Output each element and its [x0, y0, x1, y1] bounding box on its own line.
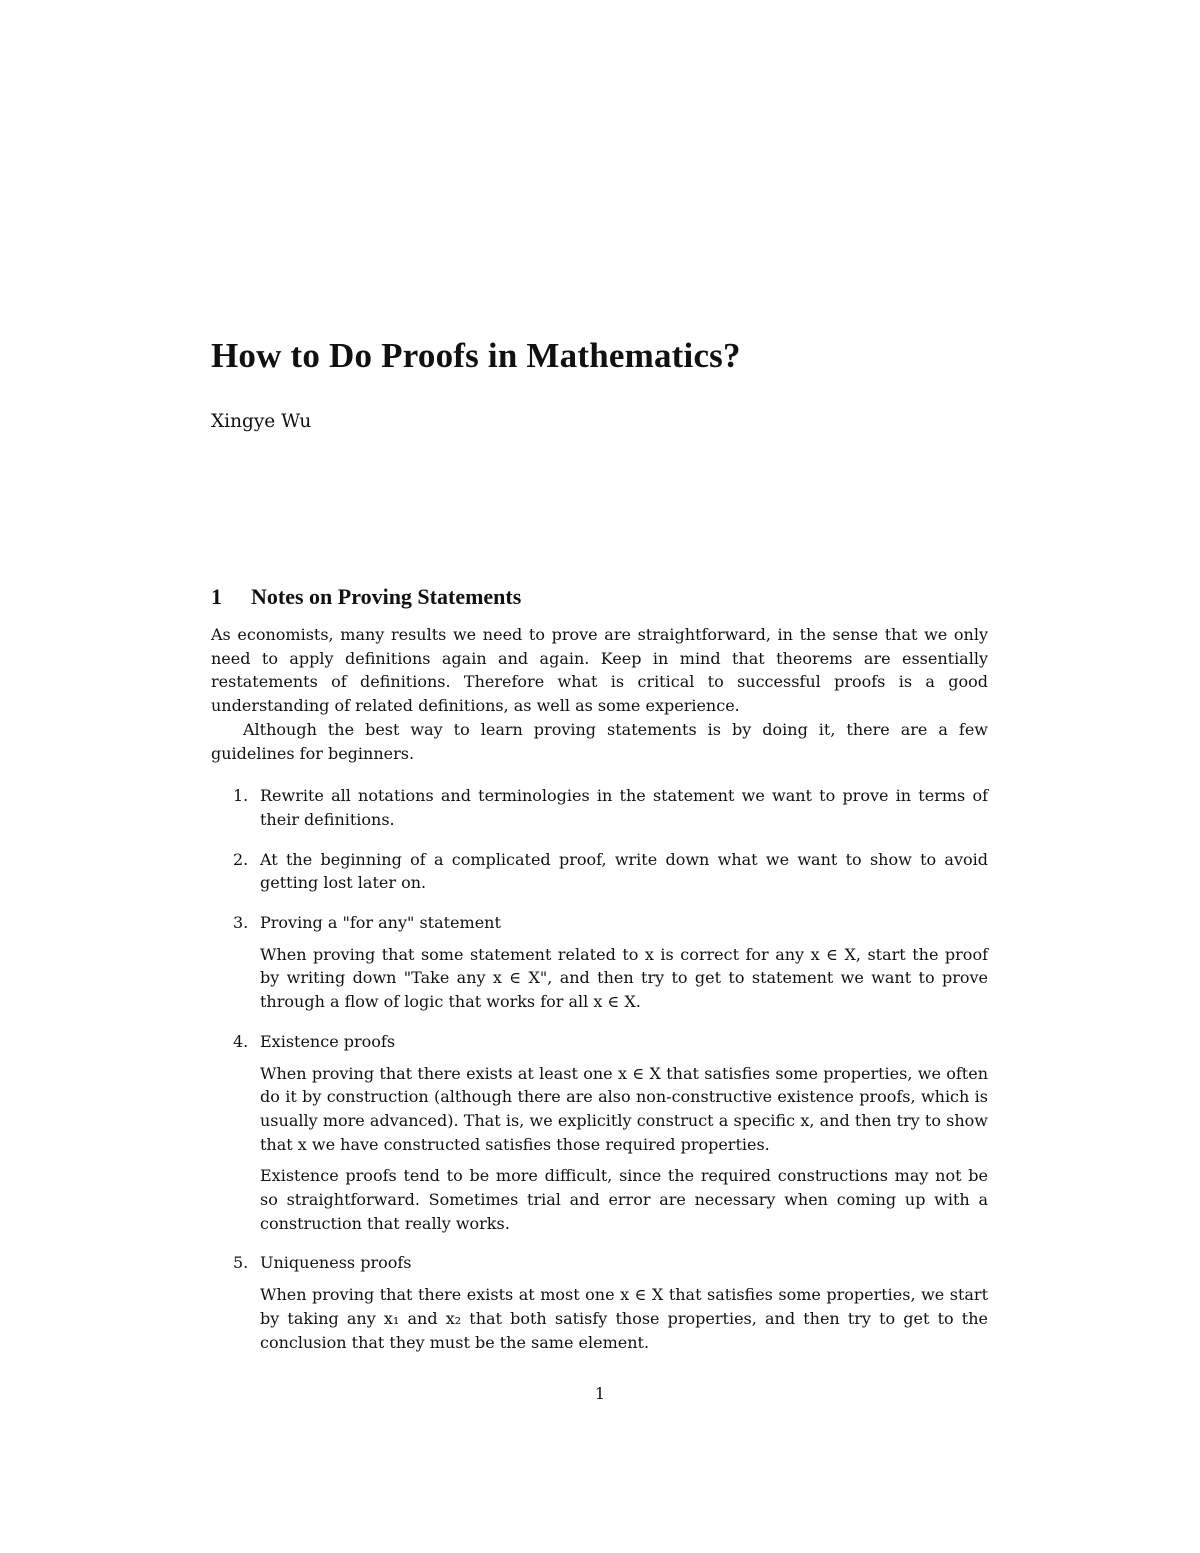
- guidelines-list: [211, 784, 988, 1354]
- list-item: [211, 784, 988, 831]
- guidelines-intro-paragraph: Although the best way to learn proving statements is by doing it, there are a few guidelines for beginners.: [211, 719, 988, 763]
- document-title: How to Do Proofs in Mathematics?: [211, 336, 741, 375]
- list-item: [211, 848, 988, 895]
- list-item: [211, 911, 988, 1014]
- list-item-text: Existence proofs tend to be more difficult, since the required constructions may not be so straightforward. Sometimes trial and error are necessary when coming up with a construction that really works.: [260, 1166, 988, 1233]
- list-item-number: 5.: [233, 1253, 249, 1273]
- page-number: 1: [594, 1384, 606, 1403]
- list-item: [211, 1251, 988, 1354]
- list-item-text: When proving that some statement related to x is correct for any x ∈ X, start the proof by writing down "Take any x ∈ X", and then try to get to statement we want to prove through a flow of logic that works for all x ∈ X.: [260, 944, 988, 1012]
- author-name: Xingye Wu: [211, 411, 312, 432]
- section-body: [211, 623, 988, 1370]
- list-item-number: 1.: [233, 786, 249, 806]
- section-number: 1: [211, 584, 222, 609]
- list-item-text: At the beginning of a complicated proof, write down what we want to show to avoid getting lost later on.: [260, 849, 988, 893]
- section-title-text: Notes on Proving Statements: [251, 584, 522, 609]
- list-item-text: Rewrite all notations and terminologies in the statement we want to prove in terms of their definitions.: [260, 786, 988, 829]
- list-item-text: When proving that there exists at most one x ∈ X that satisfies some properties, we start by taking any x₁ and x₂ that both satisfy those properties, and then try to get to the conclusion that they must be the same element.: [260, 1285, 988, 1352]
- intro-paragraph: As economists, many results we need to prove are straightforward, in the sense that we only need to apply definitions again and again. Keep in mind that theorems are essentially restatements of definitions. Therefore what is critical to successful proofs is a good understanding of related definitions, as well as some experience.: [211, 625, 988, 716]
- list-item-heading: Proving a "for any" statement: [260, 913, 501, 933]
- section-heading: [211, 582, 521, 612]
- list-item-number: 4.: [233, 1031, 249, 1051]
- list-item-heading: Existence proofs: [260, 1031, 396, 1051]
- list-item-number: 2.: [233, 849, 249, 869]
- list-item-heading: Uniqueness proofs: [260, 1253, 412, 1273]
- list-item-text: When proving that there exists at least one x ∈ X that satisfies some properties, we often do it by construction (although there are also non-constructive existence proofs, which is usually more advanced). That is, we explicitly construct a specific x, and then try to show that x we have constructed satisfies those required properties.: [260, 1063, 988, 1154]
- list-item-number: 3.: [233, 913, 249, 933]
- list-item: [211, 1030, 988, 1236]
